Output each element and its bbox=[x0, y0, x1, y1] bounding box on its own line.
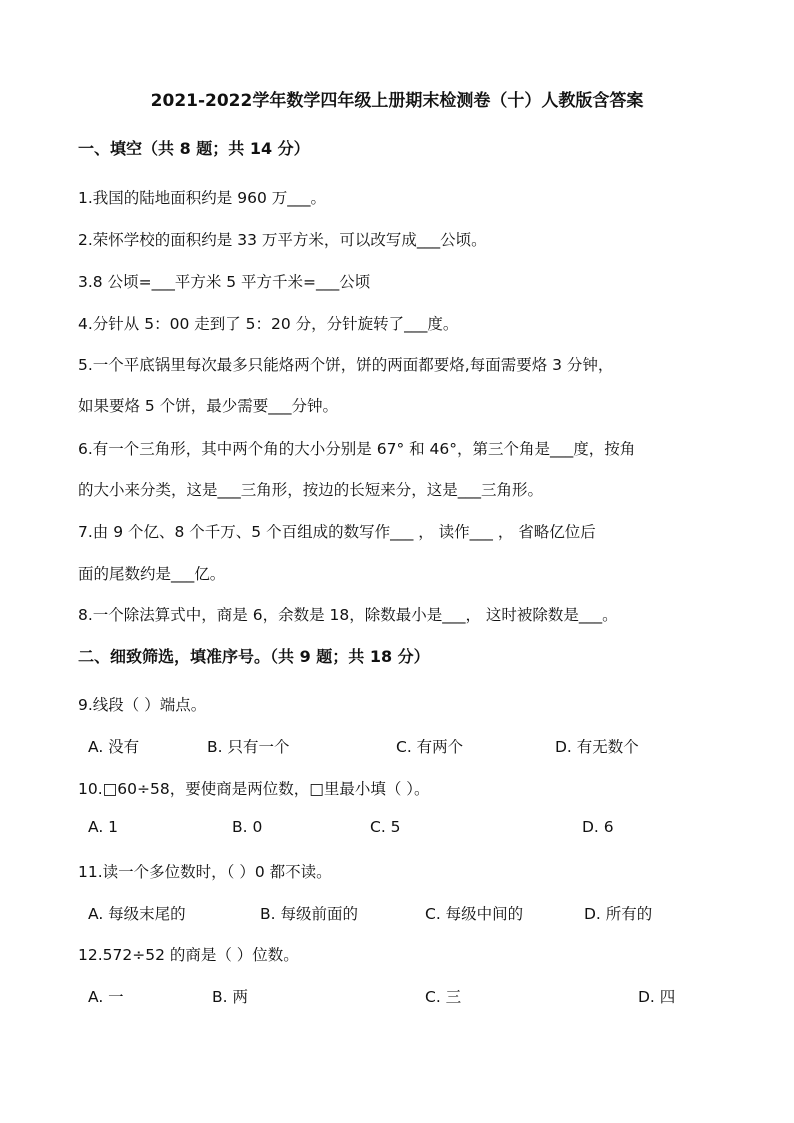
q11-option-d[interactable]: D. 所有的 bbox=[584, 905, 653, 923]
q12-option-c[interactable]: C. 三 bbox=[425, 988, 462, 1006]
section-heading-fill-blank: 一、填空（共 8 题；共 14 分） bbox=[78, 139, 310, 158]
q9-option-a[interactable]: A. 没有 bbox=[88, 738, 140, 756]
question-5-line-2: 如果要烙 5 个饼，最少需要___分钟。 bbox=[78, 397, 338, 415]
q12-option-d[interactable]: D. 四 bbox=[638, 988, 676, 1006]
q12-option-a[interactable]: A. 一 bbox=[88, 988, 124, 1006]
question-4: 4.分针从 5：00 走到了 5：20 分，分针旋转了___度。 bbox=[78, 315, 459, 333]
question-6-line-1: 6.有一个三角形，其中两个角的大小分别是 67° 和 46°，第三个角是___度，按角 bbox=[78, 440, 636, 458]
q11-option-a[interactable]: A. 每级末尾的 bbox=[88, 905, 186, 923]
q9-option-b[interactable]: B. 只有一个 bbox=[207, 738, 290, 756]
q11-option-c[interactable]: C. 每级中间的 bbox=[425, 905, 524, 923]
question-12: 12.572÷52 的商是（ ）位数。 bbox=[78, 946, 299, 964]
q11-option-b[interactable]: B. 每级前面的 bbox=[260, 905, 358, 923]
question-7-line-1: 7.由 9 个亿、8 个千万、5 个百组成的数写作___ ， 读作___ ， 省略亿位后 bbox=[78, 523, 596, 541]
page-title: 2021-2022学年数学四年级上册期末检测卷（十）人教版含答案 bbox=[150, 91, 644, 111]
q10-option-c[interactable]: C. 5 bbox=[370, 818, 401, 836]
q10-option-d[interactable]: D. 6 bbox=[582, 818, 614, 836]
q10-option-b[interactable]: B. 0 bbox=[232, 818, 263, 836]
question-6-line-2: 的大小来分类，这是___三角形，按边的长短来分，这是___三角形。 bbox=[78, 481, 544, 499]
question-7-line-2: 面的尾数约是___亿。 bbox=[78, 565, 226, 583]
question-11: 11.读一个多位数时，（ ）0 都不读。 bbox=[78, 863, 332, 881]
q9-option-d[interactable]: D. 有无数个 bbox=[555, 738, 639, 756]
q12-option-b[interactable]: B. 两 bbox=[212, 988, 248, 1006]
question-10: 10.□60÷58，要使商是两位数，□里最小填（ ）。 bbox=[78, 780, 430, 798]
question-2: 2.荣怀学校的面积约是 33 万平方米，可以改写成___公顷。 bbox=[78, 231, 487, 249]
question-5-line-1: 5.一个平底锅里每次最多只能烙两个饼，饼的两面都要烙,每面需要烙 3 分钟， bbox=[78, 356, 614, 374]
question-8: 8.一个除法算式中，商是 6，余数是 18，除数最小是___， 这时被除数是___。 bbox=[78, 606, 618, 624]
question-9: 9.线段（ ）端点。 bbox=[78, 696, 207, 714]
section-heading-choice: 二、细致筛选，填准序号。（共 9 题；共 18 分） bbox=[78, 647, 430, 666]
q9-option-c[interactable]: C. 有两个 bbox=[396, 738, 464, 756]
question-3: 3.8 公顷=___平方米 5 平方千米=___公顷 bbox=[78, 273, 371, 291]
q10-option-a[interactable]: A. 1 bbox=[88, 818, 119, 836]
question-1: 1.我国的陆地面积约是 960 万___。 bbox=[78, 189, 326, 207]
